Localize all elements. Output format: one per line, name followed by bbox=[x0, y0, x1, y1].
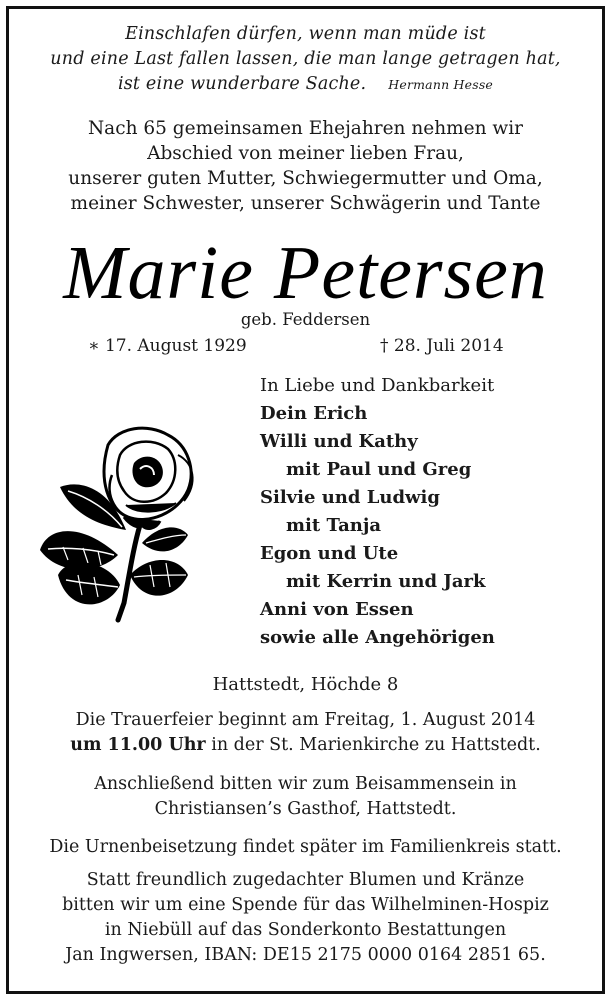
quote-line-text: ist eine wunderbare Sache. bbox=[117, 74, 367, 94]
death-date: † 28. Juli 2014 bbox=[380, 336, 504, 356]
mourner-line: mit Paul und Greg bbox=[286, 459, 472, 480]
quote-line bbox=[20, 72, 591, 97]
gathering-line: Anschließend bitten wir zum Beisammensein in bbox=[94, 774, 517, 794]
deceased-name: Marie Petersen bbox=[63, 231, 548, 315]
funeral-time: um 11.00 Uhr bbox=[70, 735, 206, 755]
funeral-info bbox=[10, 708, 601, 758]
gathering-line: Christiansen’s Gasthof, Hattstedt. bbox=[154, 799, 457, 819]
mourner-line: Silvie und Ludwig bbox=[260, 487, 440, 508]
burial-info: Die Urnenbeisetzung findet später im Familienkreis statt. bbox=[49, 837, 562, 857]
rose-icon bbox=[38, 425, 248, 625]
quote-line: Einschlafen dürfen, wenn man müde ist bbox=[125, 24, 486, 44]
donation-info bbox=[10, 868, 601, 968]
gathering-info bbox=[10, 772, 601, 822]
mourner-line: Dein Erich bbox=[260, 403, 368, 424]
address: Hattstedt, Höchde 8 bbox=[212, 674, 399, 695]
intro-line: meiner Schwester, unserer Schwägerin und Tante bbox=[70, 193, 541, 214]
funeral-line bbox=[10, 733, 601, 758]
funeral-location: in der St. Marienkirche zu Hattstedt. bbox=[205, 735, 541, 755]
intro-line: Nach 65 gemeinsamen Ehejahren nehmen wir bbox=[87, 118, 523, 139]
mourners-list bbox=[260, 372, 495, 652]
mourner-line: mit Kerrin und Jark bbox=[286, 571, 486, 592]
donation-line: bitten wir um eine Spende für das Wilhelminen-Hospiz bbox=[62, 895, 549, 915]
intro-line: unserer guten Mutter, Schwiegermutter und Oma, bbox=[68, 168, 543, 189]
donation-line: Jan Ingwersen, IBAN: DE15 2175 0000 0164 2851 65. bbox=[65, 945, 546, 965]
quote-line: und eine Last fallen lassen, die man lange getragen hat, bbox=[50, 49, 561, 69]
donation-line: Statt freundlich zugedachter Blumen und Kränze bbox=[86, 870, 525, 890]
funeral-line: Die Trauerfeier beginnt am Freitag, 1. August 2014 bbox=[75, 710, 536, 730]
maiden-name: geb. Feddersen bbox=[240, 310, 371, 329]
birth-date: ∗ 17. August 1929 bbox=[88, 336, 247, 356]
mourner-line: Anni von Essen bbox=[260, 599, 414, 620]
mourner-line: Willi und Kathy bbox=[260, 431, 418, 452]
donation-line: in Niebüll auf das Sonderkonto Bestattungen bbox=[104, 920, 507, 940]
hesse-quote bbox=[20, 22, 591, 97]
intro-text bbox=[10, 116, 601, 216]
mourners-heading: In Liebe und Dankbarkeit bbox=[260, 375, 495, 396]
quote-author: Hermann Hesse bbox=[388, 77, 494, 92]
mourner-line: sowie alle Angehörigen bbox=[260, 627, 495, 648]
intro-line: Abschied von meiner lieben Frau, bbox=[147, 143, 464, 164]
mourner-line: mit Tanja bbox=[286, 515, 382, 536]
mourner-line: Egon und Ute bbox=[260, 543, 399, 564]
